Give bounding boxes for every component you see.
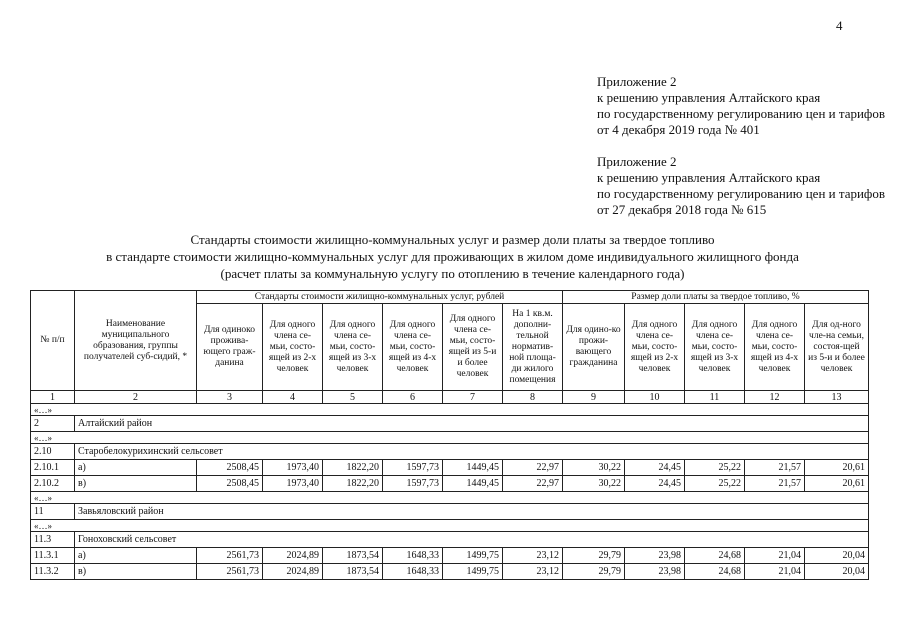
row-name: а) <box>75 548 197 564</box>
col-num: 7 <box>443 391 503 404</box>
value-cell: 29,79 <box>563 564 625 580</box>
col-num: 10 <box>625 391 685 404</box>
value-cell: 30,22 <box>563 460 625 476</box>
appendix-previous-line1: Приложение 2 <box>597 154 677 169</box>
table-row <box>31 548 869 564</box>
value-cell: 2508,45 <box>197 460 263 476</box>
value-cell: 1822,20 <box>323 460 383 476</box>
value-cell: 2024,89 <box>263 564 323 580</box>
standards-table <box>30 290 869 580</box>
value-cell: 20,61 <box>805 460 869 476</box>
col-num: 8 <box>503 391 563 404</box>
col-num: 11 <box>685 391 745 404</box>
header-share-4: Для одного члена се-мьи, состо-ящей из 4-х человек <box>745 304 805 391</box>
row-number: 2 <box>31 416 75 432</box>
value-cell: 20,04 <box>805 564 869 580</box>
ellipsis-row <box>31 432 869 444</box>
header-std-4: Для одного члена се-мьи, состо-ящей из 4-х человек <box>383 304 443 391</box>
appendix-previous-line4: от 27 декабря 2018 года № 615 <box>597 202 767 217</box>
value-cell: 29,79 <box>563 548 625 564</box>
value-cell: 1449,45 <box>443 460 503 476</box>
header-share-2: Для одного члена се-мьи, состо-ящей из 2-х человек <box>625 304 685 391</box>
row-name: Завьяловский район <box>75 504 869 520</box>
value-cell: 1822,20 <box>323 476 383 492</box>
header-std-3: Для одного члена се-мьи, состо-ящей из 3-х человек <box>323 304 383 391</box>
section-row <box>31 532 869 548</box>
appendix-current-line1: Приложение 2 <box>597 74 677 89</box>
value-cell: 24,45 <box>625 476 685 492</box>
row-name: в) <box>75 564 197 580</box>
column-number-row <box>31 391 869 404</box>
value-cell: 22,97 <box>503 460 563 476</box>
header-share-5: Для од-ного чле-на семьи, состоя-щей из 5-и и более человек <box>805 304 869 391</box>
value-cell: 23,98 <box>625 564 685 580</box>
header-name: Наименование муниципального образования, группы получателей суб-сидий, * <box>75 291 197 391</box>
value-cell: 1449,45 <box>443 476 503 492</box>
value-cell: 21,04 <box>745 564 805 580</box>
col-num: 1 <box>31 391 75 404</box>
row-name: Старобелокурихинский сельсовет <box>75 444 869 460</box>
col-num: 5 <box>323 391 383 404</box>
title-line3: (расчет платы за коммунальную услугу по отоплению в течение календарного года) <box>220 266 685 281</box>
title-line1: Стандарты стоимости жилищно-коммунальных услуг и размер доли платы за твердое топливо <box>190 232 715 247</box>
row-number: 11.3 <box>31 532 75 548</box>
header-share-1: Для одино-ко прожи-вающего гражданина <box>563 304 625 391</box>
appendix-current <box>597 74 885 138</box>
row-name: Гоноховский сельсовет <box>75 532 869 548</box>
table-row <box>31 476 869 492</box>
value-cell: 25,22 <box>685 460 745 476</box>
value-cell: 1873,54 <box>323 564 383 580</box>
header-group-standards: Стандарты стоимости жилищно-коммунальных услуг, рублей <box>197 291 563 304</box>
value-cell: 25,22 <box>685 476 745 492</box>
header-std-2: Для одного члена се-мьи, состо-ящей из 2-х человек <box>263 304 323 391</box>
row-name: а) <box>75 460 197 476</box>
ellipsis-row <box>31 492 869 504</box>
value-cell: 2024,89 <box>263 548 323 564</box>
section-row <box>31 444 869 460</box>
value-cell: 30,22 <box>563 476 625 492</box>
col-num: 3 <box>197 391 263 404</box>
row-number: 2.10.1 <box>31 460 75 476</box>
value-cell: 1873,54 <box>323 548 383 564</box>
appendix-previous <box>597 154 885 218</box>
page-number: 4 <box>836 18 843 33</box>
ellipsis-row <box>31 404 869 416</box>
header-std-5: Для одного члена се-мьи, состо-ящей из 5-и и более человек <box>443 304 503 391</box>
value-cell: 1648,33 <box>383 548 443 564</box>
value-cell: 24,68 <box>685 548 745 564</box>
section-row <box>31 416 869 432</box>
value-cell: 1973,40 <box>263 476 323 492</box>
value-cell: 23,12 <box>503 548 563 564</box>
value-cell: 21,57 <box>745 460 805 476</box>
row-name: Алтайский район <box>75 416 869 432</box>
value-cell: 1597,73 <box>383 460 443 476</box>
value-cell: 2508,45 <box>197 476 263 492</box>
value-cell: 2561,73 <box>197 564 263 580</box>
ellipsis-row <box>31 520 869 532</box>
appendix-current-line4: от 4 декабря 2019 года № 401 <box>597 122 760 137</box>
document-title <box>0 231 905 282</box>
col-num: 9 <box>563 391 625 404</box>
appendix-current-line2: к решению управления Алтайского края <box>597 90 821 105</box>
ellipsis-cell: «…» <box>31 432 869 444</box>
header-number: № п/п <box>31 291 75 391</box>
col-num: 13 <box>805 391 869 404</box>
header-std-6: На 1 кв.м. дополни-тельной норматив-ной площа-ди жилого помещения <box>503 304 563 391</box>
row-name: в) <box>75 476 197 492</box>
value-cell: 1597,73 <box>383 476 443 492</box>
appendix-current-line3: по государственному регулированию цен и тарифов <box>597 106 885 121</box>
value-cell: 21,04 <box>745 548 805 564</box>
ellipsis-cell: «…» <box>31 404 869 416</box>
appendix-previous-line3: по государственному регулированию цен и тарифов <box>597 186 885 201</box>
header-group-share: Размер доли платы за твердое топливо, % <box>563 291 869 304</box>
value-cell: 2561,73 <box>197 548 263 564</box>
ellipsis-cell: «…» <box>31 492 869 504</box>
row-number: 11.3.2 <box>31 564 75 580</box>
title-line2: в стандарте стоимости жилищно-коммунальных услуг для проживающих в жилом доме индивидуального жилищного фонда <box>106 249 799 264</box>
value-cell: 1648,33 <box>383 564 443 580</box>
value-cell: 23,98 <box>625 548 685 564</box>
section-row <box>31 504 869 520</box>
table-row <box>31 460 869 476</box>
value-cell: 1499,75 <box>443 548 503 564</box>
header-std-1: Для одиноко прожива-ющего граж-данина <box>197 304 263 391</box>
value-cell: 24,45 <box>625 460 685 476</box>
row-number: 2.10 <box>31 444 75 460</box>
table-row <box>31 564 869 580</box>
row-number: 11.3.1 <box>31 548 75 564</box>
header-share-3: Для одного члена се-мьи, состо-ящей из 3-х человек <box>685 304 745 391</box>
ellipsis-cell: «…» <box>31 520 869 532</box>
appendix-previous-line2: к решению управления Алтайского края <box>597 170 821 185</box>
col-num: 4 <box>263 391 323 404</box>
row-number: 11 <box>31 504 75 520</box>
col-num: 6 <box>383 391 443 404</box>
value-cell: 24,68 <box>685 564 745 580</box>
col-num: 12 <box>745 391 805 404</box>
value-cell: 21,57 <box>745 476 805 492</box>
row-number: 2.10.2 <box>31 476 75 492</box>
value-cell: 1973,40 <box>263 460 323 476</box>
value-cell: 20,04 <box>805 548 869 564</box>
value-cell: 22,97 <box>503 476 563 492</box>
value-cell: 23,12 <box>503 564 563 580</box>
value-cell: 1499,75 <box>443 564 503 580</box>
col-num: 2 <box>75 391 197 404</box>
value-cell: 20,61 <box>805 476 869 492</box>
